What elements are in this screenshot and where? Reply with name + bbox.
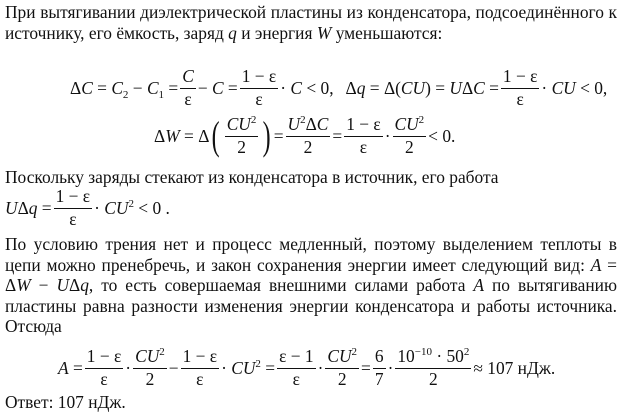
final-result: ≈ 107 нДж.: [473, 357, 556, 378]
equation-final-work: A = $\frac{1 - \varepsilon}{\varepsilon}$ · $\frac{CU^2}{2}$ − $\frac{1 - \varepsilon}{\varepsilon}$ · $CU^2$ = $\frac{\varepsilon - 1}{\varepsilon}$ · $\frac{CU^2}{2}$ = $\frac{6}{7}$ · $\frac{10^{-10} \cdot 50^2}{2}$ ≈ 107 нДж.: [58, 346, 556, 389]
source-work-paragraph: Поскольку заряды стекают из конденсатора в источник, его работа: [5, 167, 499, 187]
answer-line: Ответ: 107 нДж.: [5, 392, 126, 412]
equation-delta-c-delta-q: $\Delta C = C_2 - C_1$ = $\frac{C}{\varepsilon}$ − C = $\frac{1 - \varepsilon}{\varepsilon}$ · C < 0, Δq = Δ(CU) = UΔC = $\frac{1 - \varepsilon}{\varepsilon}$ · CU < 0,: [70, 66, 608, 109]
equation-delta-w: ΔW = Δ ( $\frac{CU^2}{2}$ ) = $\frac{U^2\Delta C}{2}$ = $\frac{1 - \varepsilon}{\varepsilon}$ · $\frac{CU^2}{2}$ < 0.: [154, 113, 456, 158]
equation-source-work: UΔq = $\frac{1 - \varepsilon}{\varepsilon}$ · $CU^2 < 0$ .: [5, 186, 170, 229]
intro-paragraph: При вытягивании диэлектрической пластины из конденсатора, подсоединённого к источнику, его ёмкость, заряд q и энергия W уменьшаются:: [5, 2, 617, 43]
energy-conservation-paragraph: По условию трения нет и процесс медленный, поэтому выделением теплоты в цепи можно пренебречь, и закон сохранения энергии имеет следующий вид: A = ΔW − UΔq, то есть совершаемая внешними силами работа A по вытягиванию пластины равна разности изменения энергии конденсатора и работы источника. Отсюда: [5, 234, 617, 336]
